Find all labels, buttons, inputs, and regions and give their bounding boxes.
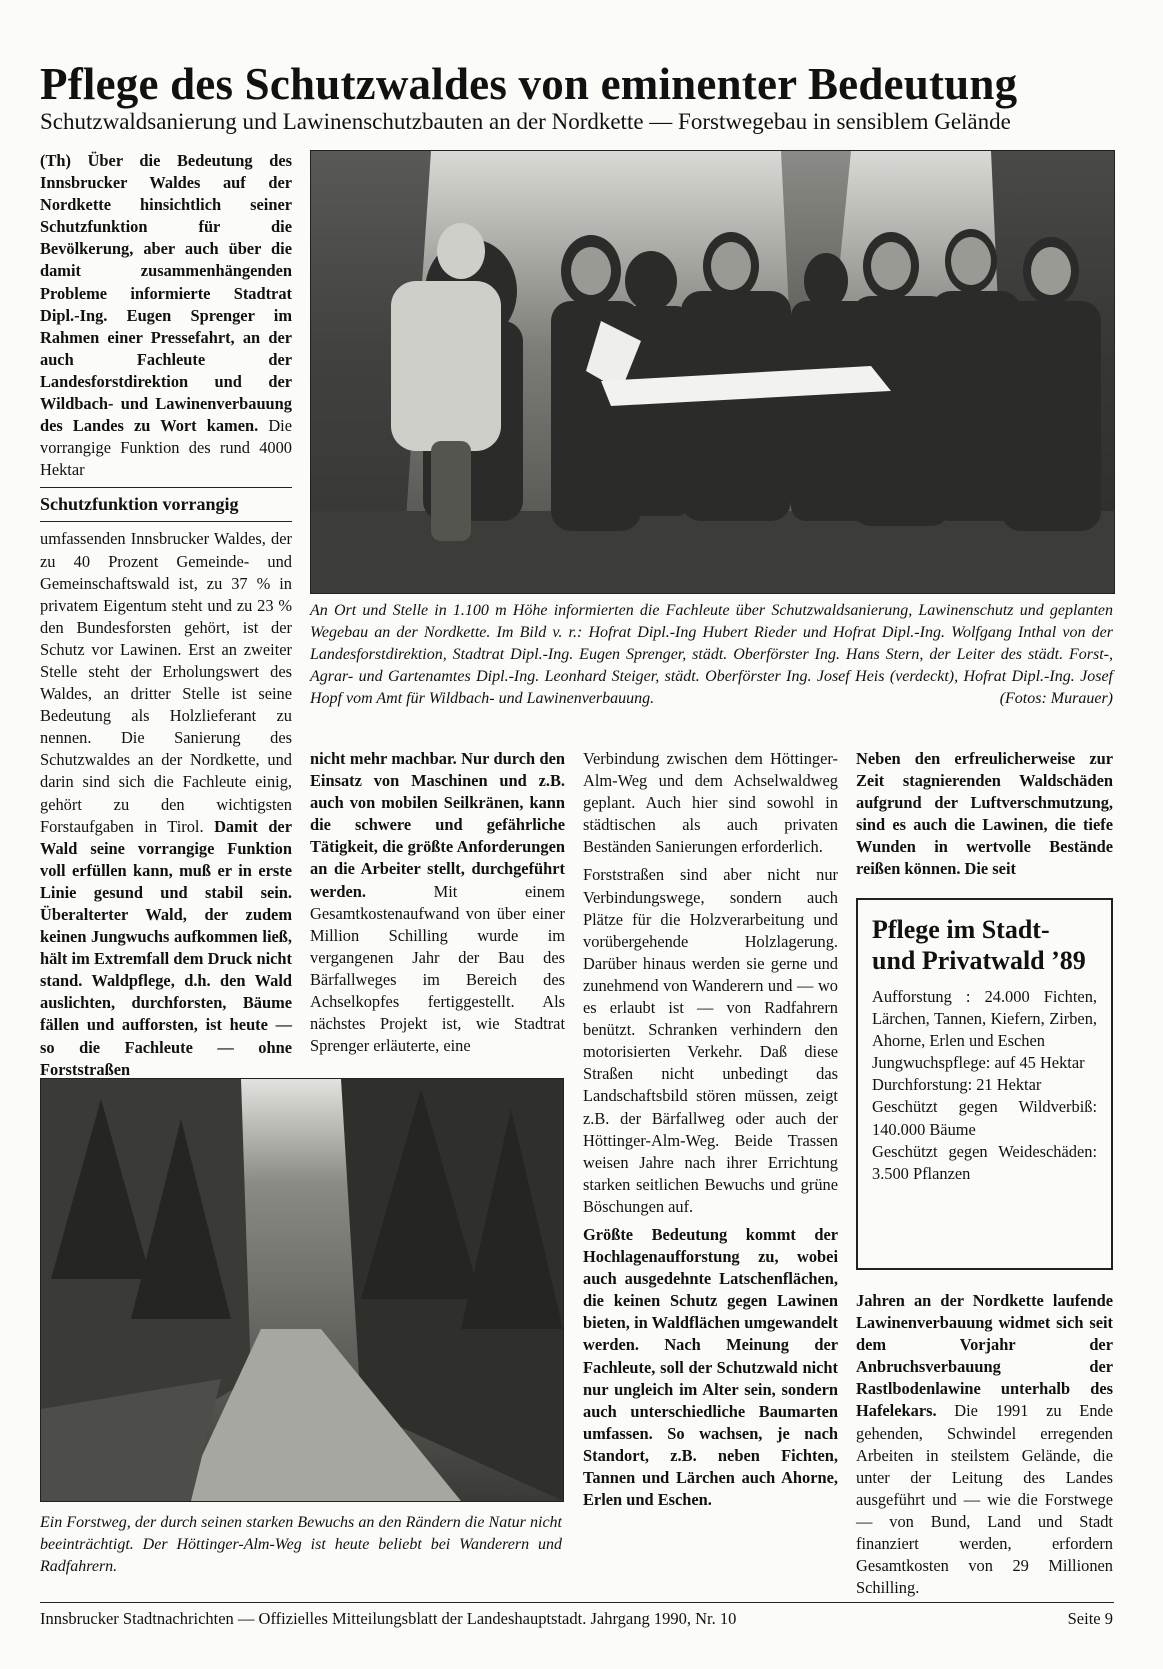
intro-tail: Die vorrangige Funktion des rund 4000 Hektar bbox=[40, 416, 292, 480]
info-box-item: Geschützt gegen Wildverbiß: 140.000 Bäume bbox=[872, 1097, 1097, 1139]
info-box-title: Pflege im Stadt- und Privatwald ’89 bbox=[872, 915, 1086, 975]
article-title: Pflege des Schutzwaldes von eminenter Bedeutung bbox=[40, 59, 1018, 109]
page-number: Seite 9 bbox=[1067, 1609, 1113, 1628]
info-box-item: Durchforstung: 21 Hektar bbox=[872, 1075, 1042, 1095]
info-box-item: Aufforstung : 24.000 Fichten, Lärchen, Tannen, Kiefern, Zirben, Ahorne, Erlen und Eschen bbox=[872, 987, 1097, 1051]
forest-meeting-image bbox=[311, 151, 1114, 593]
col3-paragraph-3: Größte Bedeutung kommt der Hochlagenaufforstung zu, wobei auch ausgedehnte Latschenflächen, die keinen Schutz gegen Lawinen bieten, in Waldflächen umgewandelt werden. Nach Meinung der Fachleute, soll der Schutzwald nicht nur ungleich im Alter sein, sondern auch unterschiedliche Baumarten umfassen. So wachsen, je nach Standort, z.B. neben Fichten, Tannen und Lärchen auch Ahorne, Erlen und Eschen. bbox=[583, 1224, 838, 1510]
article-subtitle: Schutzwaldsanierung und Lawinenschutzbauten an der Nordkette — Forstwegebau in sensiblem Gelände bbox=[40, 109, 1011, 134]
intro-bold: (Th) Über die Bedeutung des Innsbrucker Waldes auf der Nordkette hinsichtlich seiner Schutzfunktion für die Bevölkerung, aber auch über die damit zusammenhängenden Probleme informierte Stadtrat Dipl.-Ing. Eugen Sprenger im Rahmen einer Pressefahrt, an der auch Fachleute der Landesforstdirektion und der Wildbach- und Lawinenverbauung des Landes zu Wort kamen. bbox=[40, 151, 292, 436]
info-box-item: Geschützt gegen Weideschäden: 3.500 Pflanzen bbox=[872, 1141, 1097, 1183]
info-box bbox=[856, 898, 1113, 1270]
forest-road-photo bbox=[40, 1078, 564, 1502]
body-text: umfassenden Innsbrucker Waldes, der zu 40 Prozent Gemeinde- und Gemeinschaftswald ist, zu 37 % in privatem Eigentum steht und zu 23 % den Bundesforsten gehört, ist der Schutz vor Lawinen. Erst an zweiter Stelle steht der Erholungswert des Waldes, an dritter Stelle ist seine Bedeutung als Holzlieferant zu nennen. Die Sanierung des Schutzwaldes an der Nordkette, und darin sind sich die Fachleute einig, gehört zu den wichtigsten Forstaufgaben in Tirol. bbox=[40, 529, 292, 836]
col4-bottom-text: Die 1991 zu Ende gehenden, Schwindel erregenden Arbeiten in steilstem Gelände, die unter der Leitung des Landes ausgeführt und — wie die Forstwege — von Bund, Land und Stadt finanziert werden, erfordern Gesamtkosten von 29 Millionen Schilling. bbox=[856, 1401, 1113, 1598]
col4-top-paragraph: Neben den erfreulicherweise zur Zeit stagnierenden Waldschäden aufgrund der Luftverschmutzung, sind es auch die Lawinen, die tiefe Wunden in wertvolle Bestände reißen können. Die seit bbox=[856, 749, 1113, 879]
intro-paragraph bbox=[40, 150, 292, 481]
info-box-item: Jungwuchspflege: auf 45 Hektar bbox=[872, 1053, 1085, 1073]
col4-bottom-paragraph bbox=[856, 1290, 1113, 1599]
body-paragraph bbox=[40, 528, 292, 1080]
col2-bold: nicht mehr machbar. Nur durch den Einsatz von Maschinen und z.B. auch von mobilen Seilkränen, kann die schwere und gefährliche Tätigkeit, die größte Anforderungen an die Arbeiter stellt, durchgeführt werden. bbox=[310, 749, 565, 901]
footer-divider bbox=[40, 1602, 1114, 1603]
col2-paragraph bbox=[310, 748, 565, 1057]
column-1 bbox=[40, 150, 292, 1087]
info-box-list bbox=[872, 986, 1097, 1185]
column-3 bbox=[583, 748, 838, 1517]
col3-paragraph-1: Verbindung zwischen dem Höttinger-Alm-Weg und dem Achselwaldweg geplant. Auch hier sind sowohl in städtischen als auch privaten Beständen Sanierungen erforderlich. bbox=[583, 749, 838, 857]
column-4-bottom bbox=[856, 1290, 1113, 1605]
group-photo bbox=[310, 150, 1115, 594]
photo-credit: (Fotos: Murauer) bbox=[999, 690, 1113, 707]
col3-paragraph-2: Forststraßen sind aber nicht nur Verbindungswege, sondern auch Plätze für die Holzverarbeitung und vorübergehende Holzlagerung. Darüber hinaus werden sie gerne und zunehmend von Wanderern und — wo es erlaubt ist — von Radfahrern benützt. Schranken verhindern den motorisierten Verkehr. Daß diese Straßen nicht unbedingt das Landschaftsbild stören müssen, zeigt z.B. der Bärfallweg oder auch der Höttinger-Alm-Weg. Beide Trassen weisen Jahre nach ihrer Errichtung starken seitlichen Bewuchs und grüne Böschungen auf. bbox=[583, 865, 838, 1216]
column-4-top bbox=[856, 748, 1113, 887]
col2-text: Mit einem Gesamtkostenaufwand von über einer Million Schilling wurde im vergangenen Jahr der Bau des Bärfallweges im Bereich des Achselkopfes fertiggestellt. Als nächstes Projekt ist, wie Stadtrat Sprenger erläuterte, eine bbox=[310, 881, 565, 1056]
column-2 bbox=[310, 748, 565, 1063]
subheading: Schutzfunktion vorrangig bbox=[40, 487, 292, 522]
top-photo-caption bbox=[310, 600, 1113, 710]
body-bold: Damit der Wald seine vorrangige Funktion voll erfüllen kann, muß er in erste Linie gesund und stabil sein. Überalterter Wald, der zudem keinen Jungwuchs aufkommen ließ, hält im Extremfall dem Druck nicht stand. Waldpflege, d.h. den Wald auslichten, durchforsten, Bäume fällen und aufforsten, ist heute — so die Fachleute — ohne Forststraßen bbox=[40, 816, 292, 1079]
top-caption-text: An Ort und Stelle in 1.100 m Höhe informierten die Fachleute über Schutzwaldsanierung, Lawinenschutz und geplanten Wegebau an der Nordkette. Im Bild v. r.: Hofrat Dipl.-Ing Hubert Rieder und Hofrat Dipl.-Ing. Wolfgang Inthal von der Landesforstdirektion, Stadtrat Dipl.-Ing. Eugen Sprenger, städt. Oberförster Ing. Hans Stern, der Leiter des städt. Forst-, Agrar- und Gartenamtes Dipl.-Ing. Leonhard Steiger, städt. Oberförster Ing. Josef Heis (verdeckt), Hofrat Dipl.-Ing. Josef Hopf vom Amt für Wildbach- und Lawinenverbauung. bbox=[310, 602, 1113, 707]
col4-bottom-bold: Jahren an der Nordkette laufende Lawinenverbauung widmet sich seit dem Vorjahr der Anbruchsverbauung der Rastlbodenlawine unterhalb des Hafelekars. bbox=[856, 1291, 1113, 1421]
footer-text: Innsbrucker Stadtnachrichten — Offizielles Mitteilungsblatt der Landeshauptstadt. Jahrgang 1990, Nr. 10 bbox=[40, 1609, 737, 1628]
forest-road-image bbox=[41, 1079, 563, 1501]
bottom-photo-caption: Ein Forstweg, der durch seinen starken Bewuchs an den Rändern die Natur nicht beeinträchtigt. Der Höttinger-Alm-Weg ist heute beliebt bei Wanderern und Radfahrern. bbox=[40, 1514, 562, 1575]
